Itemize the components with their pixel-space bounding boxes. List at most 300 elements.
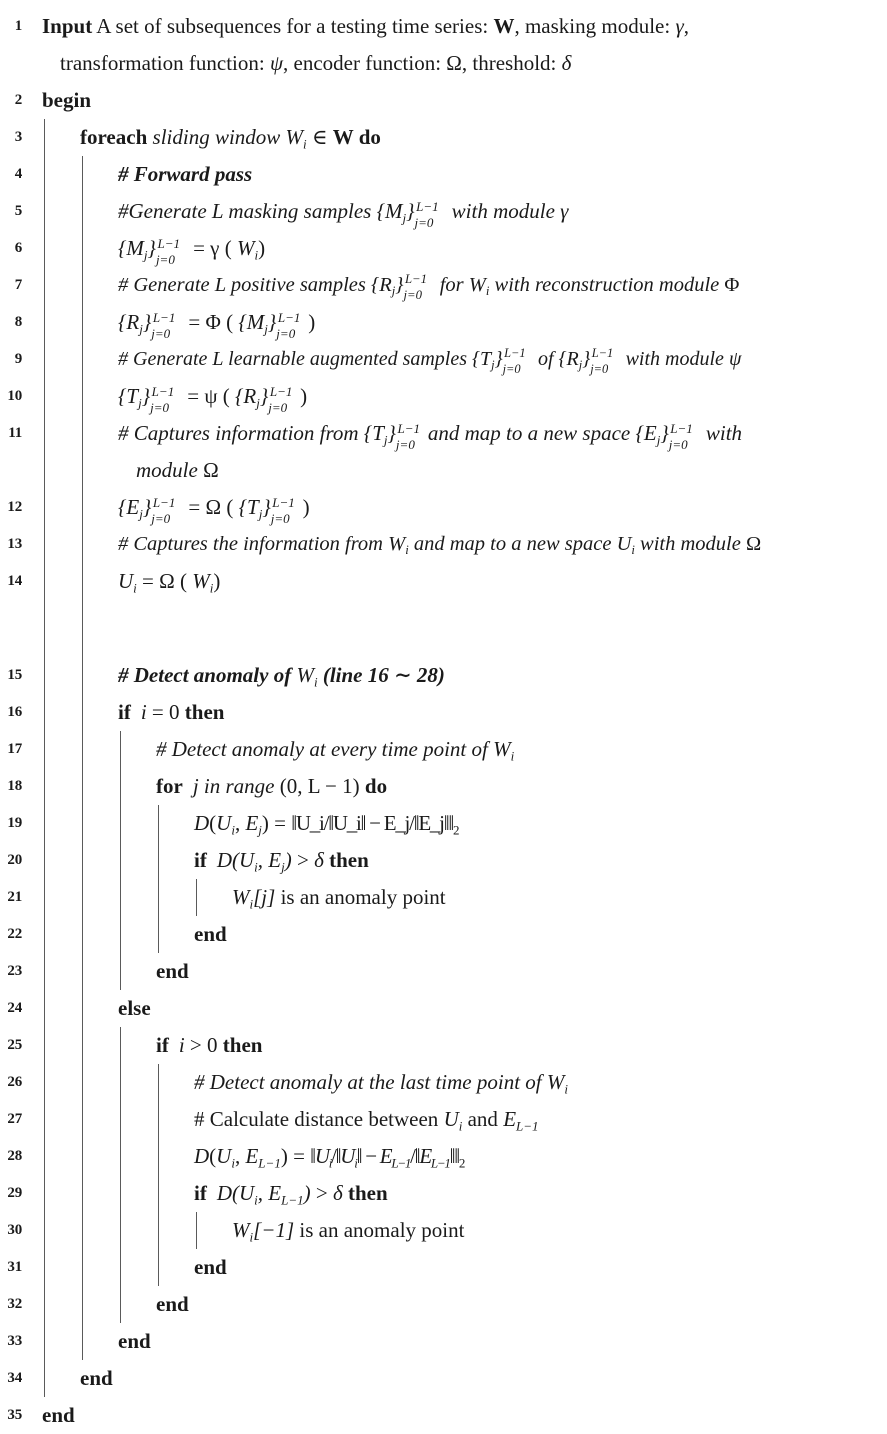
then-keyword: then [184, 700, 225, 724]
indent-rail-1 [44, 805, 45, 842]
algorithm-line-24 [0, 990, 887, 1027]
comment-captures-W: # Captures the information from [118, 533, 389, 555]
input-cont-2: , encoder function: [283, 51, 447, 75]
line-content [152, 1027, 887, 1064]
index-bracket: [−1] [253, 1218, 295, 1242]
paren-close: ) [284, 848, 292, 872]
distance-expr: D(U [216, 848, 255, 872]
algorithm-line-21 [0, 879, 887, 916]
comment-captures-info: # Captures information from [118, 421, 364, 445]
set-M: $\{M_j\}$ L−1 j=0 [118, 235, 181, 267]
subscript-j: j [578, 358, 583, 373]
indent-rail-1 [44, 1249, 45, 1286]
line-content [152, 731, 887, 768]
line-number: 28 [7, 1148, 22, 1164]
symbol-psi: ψ [269, 51, 283, 75]
greater-than: > [310, 1181, 333, 1205]
indent-rail-3 [120, 805, 121, 842]
indent-rail-2 [82, 731, 83, 768]
line-content [38, 82, 887, 119]
line-content [152, 953, 887, 990]
set-T: $\{T_j\}$ L−1 j=0 [363, 420, 420, 452]
subscript-i: i [133, 580, 137, 596]
algorithm-line-11 [0, 415, 887, 489]
subscript-i: i [458, 1118, 463, 1134]
paren-open: ( [174, 569, 193, 593]
indent-rails [30, 694, 114, 731]
algorithm-line-3 [0, 119, 887, 156]
distance-function: D [194, 1144, 210, 1168]
line-content [114, 563, 887, 600]
symbol-E: E [503, 1107, 517, 1131]
line-content [114, 489, 887, 526]
symbol-W: W [285, 125, 304, 149]
indent-rails [30, 82, 38, 119]
indent-rails [30, 526, 114, 563]
symbol-R: R [379, 274, 392, 296]
indent-rail-1 [44, 341, 45, 378]
symbol-U: U [443, 1107, 459, 1131]
paren-close: ) [213, 569, 221, 593]
indent-rail-2 [82, 1249, 83, 1286]
line-content [190, 1175, 887, 1212]
foreach-keyword: foreach [80, 125, 148, 149]
comment-forward-pass: # Forward pass [118, 162, 253, 186]
line-number: 12 [7, 499, 22, 515]
subscript-j: j [383, 432, 388, 448]
line-number: 14 [7, 573, 22, 589]
line-content [152, 768, 887, 805]
indent-rails [30, 156, 114, 193]
algorithm-line-26 [0, 1064, 887, 1101]
indent-rail-2 [82, 378, 83, 415]
subscript-j: j [143, 247, 148, 263]
line-number: 9 [14, 351, 22, 367]
norm-order-2: 2 [453, 822, 460, 838]
indent-rails [30, 489, 114, 526]
comment-detect-every-point: # Detect anomaly at every time point of [156, 737, 494, 761]
comment-detect-anomaly: # Detect anomaly of [118, 663, 297, 687]
subscript-j: j [139, 506, 143, 522]
else-keyword: else [118, 996, 151, 1020]
paren-close: ) [261, 811, 269, 835]
symbol-W: W [232, 885, 250, 909]
line-number: 29 [7, 1185, 22, 1201]
comment-detect-last-point: # Detect anomaly at the last time point of [194, 1070, 547, 1094]
line-number: 20 [7, 852, 22, 868]
paren-open: ( [221, 495, 239, 519]
paren-close: ) [258, 236, 266, 260]
indent-rail-1 [44, 768, 45, 805]
equals: = [187, 236, 211, 260]
then-keyword: then [342, 1181, 388, 1205]
end-keyword: end [118, 1329, 151, 1353]
indent-rails [30, 563, 114, 600]
symbol-M: M [126, 236, 144, 260]
algorithm-line-7 [0, 267, 887, 304]
indent-rails [30, 119, 76, 156]
limit-upper: L−1 [152, 309, 176, 325]
indent-rail-3 [120, 916, 121, 953]
line-number: 18 [7, 778, 22, 794]
line-content [114, 193, 887, 230]
equals: = [182, 384, 205, 408]
line-number: 2 [14, 92, 22, 108]
if-keyword: if [194, 1181, 207, 1205]
indent-rail-2 [82, 842, 83, 879]
algorithm-line-1 [0, 8, 887, 82]
comment-calculate-distance: # Calculate distance between [194, 1107, 444, 1131]
comma-E: , E [257, 848, 282, 872]
indent-rail-3 [120, 1138, 121, 1175]
symbol-W: W [296, 663, 314, 687]
indent-rail-2 [82, 341, 83, 378]
anomaly-point-text: is an anomaly point [294, 1218, 465, 1242]
and-text: and [462, 1107, 504, 1131]
limit-lower: j=0 [268, 399, 288, 415]
indent-rails [30, 378, 114, 415]
indent-rail-2 [82, 990, 83, 1027]
if-keyword: if [118, 700, 131, 724]
limit-upper: L−1 [152, 494, 176, 510]
anomaly-point-text: is an anomaly point [275, 885, 446, 909]
indent-rail-3 [120, 1249, 121, 1286]
symbol-U: U [216, 1144, 232, 1168]
symbol-i: i [178, 1033, 185, 1057]
indent-rail-4 [158, 1249, 159, 1286]
limit-upper: L−1 [591, 346, 614, 361]
equals: = [183, 310, 206, 334]
line-content [114, 415, 887, 489]
if-keyword: if [194, 848, 207, 872]
comment-with: with [700, 421, 743, 445]
line-number: 23 [7, 963, 22, 979]
line-content [190, 1064, 887, 1101]
line-number: 32 [7, 1296, 22, 1312]
norm-order-2: 2 [458, 1155, 466, 1171]
limit-lower: j=0 [590, 361, 609, 376]
indent-rail-3 [120, 1101, 121, 1138]
line-content [76, 1360, 887, 1397]
comma: , [234, 811, 246, 835]
limit-upper: L−1 [404, 271, 427, 286]
symbol-phi: Φ [724, 274, 740, 296]
indent-rail-1 [44, 193, 45, 230]
symbol-gamma: γ [560, 199, 569, 223]
indent-rail-3 [120, 1064, 121, 1101]
input-comma: , [683, 14, 689, 38]
indent-rail-1 [44, 600, 45, 657]
line-number: 35 [7, 1407, 22, 1423]
algorithm-line-30 [0, 1212, 887, 1249]
symbol-delta: δ [561, 51, 572, 75]
symbol-E: E [245, 811, 259, 835]
paren-close: ) [280, 1144, 288, 1168]
paren-close: ) [302, 495, 310, 519]
line-number: 33 [7, 1333, 22, 1349]
norm-expression: ‖U_i/‖U_i‖ − E_j/‖E_j‖‖ [291, 811, 453, 835]
element-of: ∈ [306, 125, 333, 149]
algorithm-blank-row [0, 600, 887, 657]
symbol-psi: ψ [728, 348, 742, 370]
symbol-T: T [372, 421, 384, 445]
limit-upper: L−1 [157, 235, 181, 251]
symbol-E: E [643, 421, 657, 445]
paren-open: ( [220, 310, 239, 334]
subscript-i: i [231, 1155, 235, 1171]
indent-rail-1 [44, 1286, 45, 1323]
indent-rail-3 [120, 768, 121, 805]
limit-upper: L−1 [504, 346, 526, 361]
line-content [228, 1212, 887, 1249]
symbol-W: W [468, 274, 486, 296]
end-keyword: end [156, 959, 189, 983]
line-number: 21 [7, 889, 22, 905]
paren-close: ) [300, 384, 308, 408]
greater-than: > [291, 848, 315, 872]
algorithm-line-20 [0, 842, 887, 879]
indent-rail-2 [82, 1027, 83, 1064]
algorithm-line-9 [0, 341, 887, 378]
algorithm-line-15 [0, 657, 887, 694]
line-number: 15 [7, 667, 22, 683]
indent-rails [30, 731, 152, 768]
line-number: 31 [7, 1259, 22, 1275]
symbol-U: U [616, 533, 632, 555]
end-keyword: end [194, 922, 227, 946]
line-content [38, 8, 887, 82]
for-keyword: for [156, 774, 183, 798]
paren-open: ( [209, 1144, 217, 1168]
indent-rails [30, 1064, 190, 1101]
distance-expr: $D(U_i$, $E_{L-1}$) [216, 1181, 311, 1208]
indent-rail-2 [82, 1064, 83, 1101]
symbol-W: W [192, 569, 210, 593]
input-cont-3: , threshold: [461, 51, 562, 75]
symbol-W: W [493, 737, 511, 761]
algorithm-line-12 [0, 489, 887, 526]
line-number: 3 [14, 129, 22, 145]
indent-rails [30, 1286, 152, 1323]
indent-rail-1 [44, 526, 45, 563]
limit-lower: j=0 [151, 510, 171, 526]
subscript-j: j [258, 506, 263, 522]
indent-rail-2 [82, 1323, 83, 1360]
line-content [114, 378, 887, 415]
algorithm-line-16 [0, 694, 887, 731]
line-number: 1 [14, 18, 22, 34]
algorithm-line-33 [0, 1323, 887, 1360]
limit-lower: j=0 [668, 436, 688, 452]
subscript-i: i [405, 543, 409, 558]
indent-rail-1 [44, 953, 45, 990]
subscript-j: j [138, 395, 142, 411]
comment-map: and map to a new space [427, 421, 636, 445]
subscript-j: j [256, 395, 260, 411]
algorithm-line-35 [0, 1397, 887, 1434]
subscript-j: j [258, 822, 262, 838]
symbol-W: W [388, 533, 406, 555]
comment-for: for [434, 274, 469, 296]
indent-rail-2 [82, 805, 83, 842]
paren-open: ( [217, 384, 236, 408]
indent-rail-2 [82, 657, 83, 694]
indent-rails [30, 1212, 228, 1249]
symbol-R: R [126, 310, 140, 334]
line-content [114, 526, 887, 563]
distance-function: D [194, 811, 210, 835]
algorithm-line-34 [0, 1360, 887, 1397]
indent-rail-1 [44, 230, 45, 267]
limit-lower: j=0 [150, 399, 170, 415]
subscript-i: i [254, 859, 258, 875]
limit-upper: L−1 [272, 494, 295, 510]
indent-rail-1 [44, 415, 45, 489]
line-number: 11 [8, 425, 22, 441]
line-number: 24 [7, 1000, 22, 1016]
line-number: 19 [7, 815, 22, 831]
line-number: 5 [14, 203, 22, 219]
algorithm-line-2 [0, 82, 887, 119]
indent-rails [30, 768, 152, 805]
indent-rails [30, 657, 114, 694]
set-M: $\{M_j\}$ L−1 j=0 [376, 198, 439, 230]
indent-rail-3 [120, 953, 121, 990]
indent-rail-4 [158, 1101, 159, 1138]
line-number: 8 [14, 314, 22, 330]
limit-lower: j=0 [395, 436, 415, 452]
symbol-delta: δ [332, 1181, 343, 1205]
line-number: 17 [7, 741, 22, 757]
line-content [190, 805, 887, 842]
subscript-j: j [402, 210, 407, 226]
symbol-U: U [118, 569, 134, 593]
line-number: 22 [7, 926, 22, 942]
line-content [190, 1138, 887, 1175]
indent-rail-1 [44, 879, 45, 916]
symbol-i: i [140, 700, 147, 724]
comment-generate-positive: # Generate L positive samples [118, 274, 371, 296]
line-number: 27 [7, 1111, 22, 1127]
indent-rail-1 [44, 267, 45, 304]
limit-upper: L−1 [397, 420, 420, 436]
algorithm-line-5 [0, 193, 887, 230]
indent-rail-2 [82, 694, 83, 731]
end-keyword: end [156, 1292, 189, 1316]
symbol-omega: Ω [203, 458, 219, 482]
equals: = [268, 811, 292, 835]
set-E: $\{E_j\}$ L−1 j=0 [118, 494, 176, 526]
line-content [114, 657, 887, 694]
symbol-M: M [246, 310, 265, 334]
subscript-i: i [254, 247, 259, 263]
line-content [114, 304, 887, 341]
line-number: 16 [7, 704, 22, 720]
algorithm-line-23 [0, 953, 887, 990]
indent-rail-1 [44, 694, 45, 731]
limit-lower: j=0 [414, 214, 434, 230]
limit-lower: j=0 [276, 325, 296, 341]
algorithm-line-31 [0, 1249, 887, 1286]
algorithm-line-22 [0, 916, 887, 953]
subscript-i: i [564, 1081, 568, 1097]
end-keyword: end [194, 1255, 227, 1279]
indent-rail-2 [82, 193, 83, 230]
norm-expression: $‖U_i/‖U_i‖$ − $E_{L-1}/‖E_{L-1}‖‖$ [310, 1144, 459, 1171]
indent-rails [30, 879, 228, 916]
indent-rails [30, 267, 114, 304]
algorithm-line-10 [0, 378, 887, 415]
indent-rail-2 [82, 1101, 83, 1138]
indent-rails [30, 842, 190, 879]
then-keyword: then [323, 848, 369, 872]
subscript-i: i [303, 136, 307, 152]
subscript-j: j [491, 358, 495, 373]
equals: = [183, 495, 206, 519]
indent-rail-2 [82, 489, 83, 526]
indent-rails [30, 953, 152, 990]
indent-rails [30, 304, 114, 341]
indent-rail-2 [82, 1175, 83, 1212]
symbol-W: W [232, 1218, 250, 1242]
comment-of: of [532, 348, 559, 370]
line-content [76, 119, 887, 156]
paren-close: ) [308, 310, 316, 334]
indent-rail-3 [120, 1286, 121, 1323]
symbol-omega: Ω [159, 569, 175, 593]
indent-rail-1 [44, 990, 45, 1027]
limit-upper: L−1 [416, 198, 439, 214]
indent-rails [30, 916, 190, 953]
set-M: $\{M_j\}$ L−1 j=0 [238, 309, 301, 341]
line-content [114, 990, 887, 1027]
algorithm-line-27 [0, 1101, 887, 1138]
algorithm-line-25 [0, 1027, 887, 1064]
subscript-i: i [249, 896, 254, 912]
line-number: 4 [14, 166, 22, 182]
line-content [114, 156, 887, 193]
indent-rail-2 [82, 415, 83, 489]
indent-rail-4 [158, 1175, 159, 1212]
limit-upper: L−1 [277, 309, 301, 325]
end-keyword: end [42, 1403, 75, 1427]
line-number: 26 [7, 1074, 22, 1090]
limit-lower: j=0 [270, 510, 290, 526]
algorithm-line-13 [0, 526, 887, 563]
symbol-W: W [546, 1070, 565, 1094]
foreach-body: sliding window [147, 125, 286, 149]
indent-rails [30, 1249, 190, 1286]
line-content [190, 842, 887, 879]
comment-map: and map to a new space [408, 533, 617, 555]
indent-rail-3 [120, 879, 121, 916]
line-content [38, 1397, 887, 1434]
then-keyword: then [222, 1033, 263, 1057]
algorithm-line-4 [0, 156, 887, 193]
subscript-j: j [391, 284, 396, 299]
line-number: 7 [14, 277, 22, 293]
line-number: 30 [7, 1222, 22, 1238]
indent-rails [30, 230, 114, 267]
indent-rail-2 [82, 267, 83, 304]
symbol-U: U [216, 811, 232, 835]
limit-lower: j=0 [155, 251, 175, 267]
line-number: 10 [7, 388, 22, 404]
indent-rails [30, 1360, 76, 1397]
symbol-T: T [126, 384, 139, 408]
indent-rail-1 [44, 304, 45, 341]
equals-zero: = 0 [146, 700, 185, 724]
